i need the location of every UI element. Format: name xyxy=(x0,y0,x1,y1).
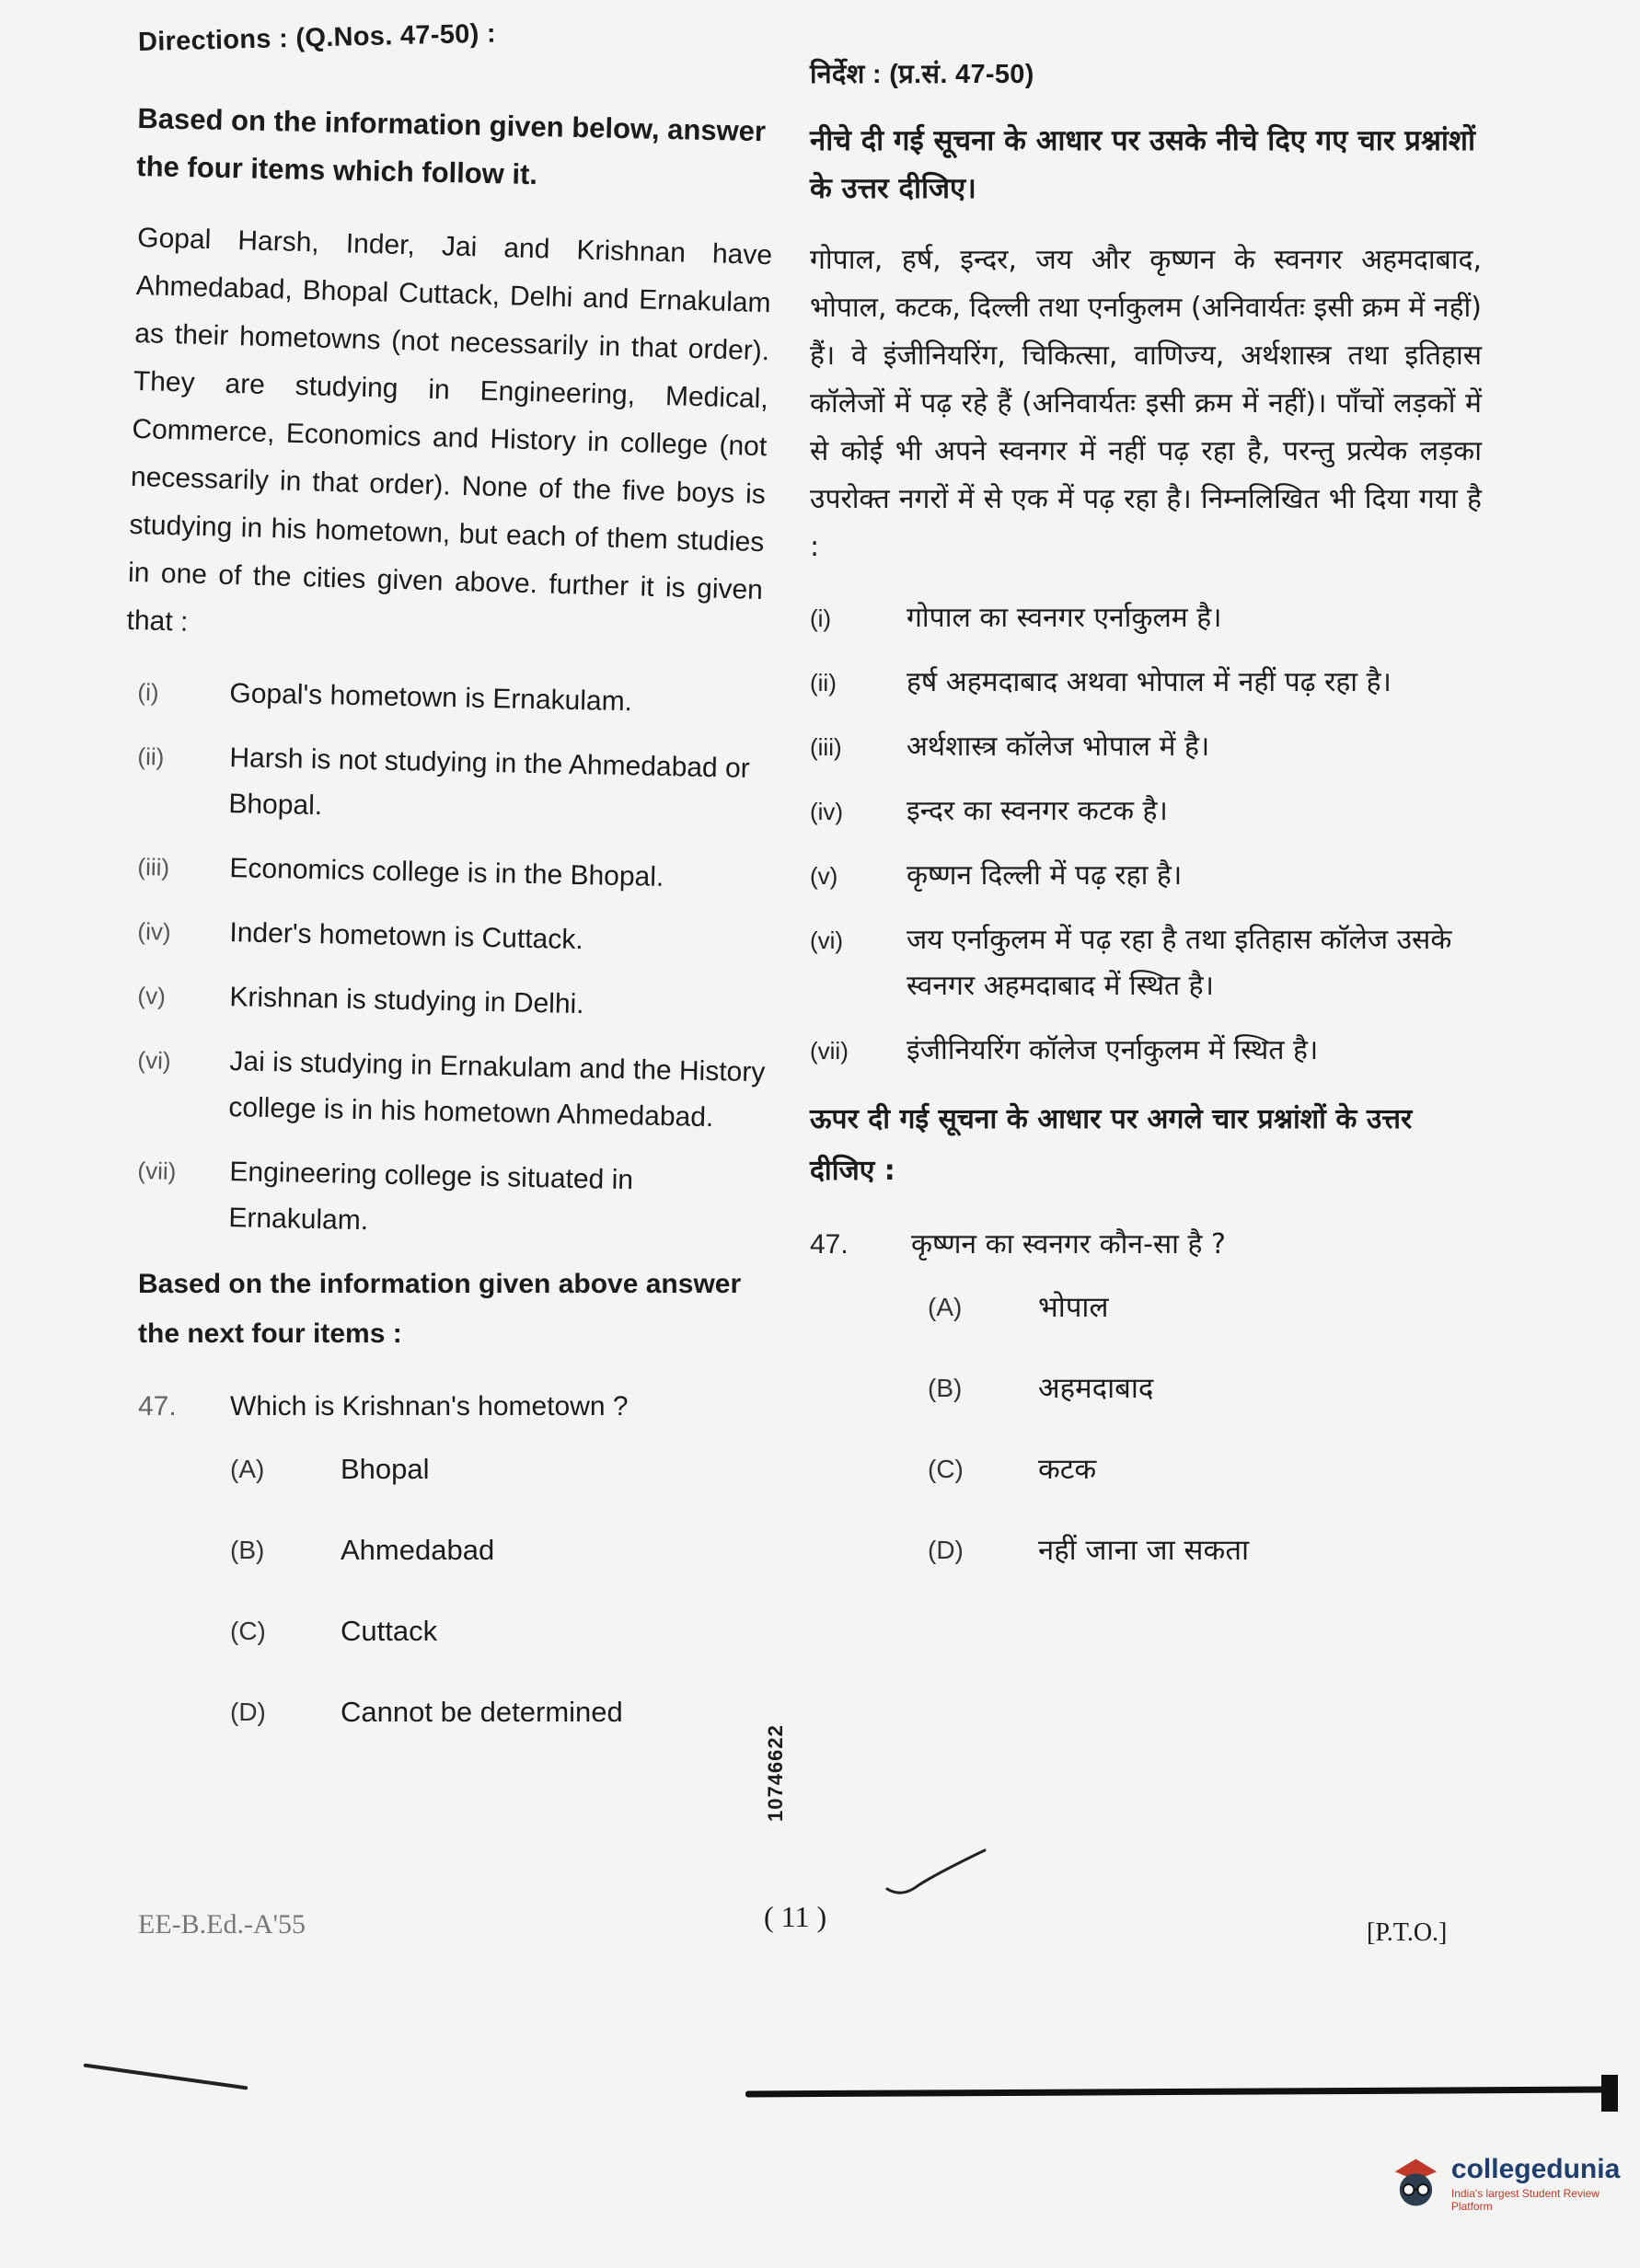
option-d-en[interactable]: (D) Cannot be determined xyxy=(230,1696,623,1728)
conditions-list-en xyxy=(138,669,773,1239)
intro-hi: नीचे दी गई सूचना के आधार पर उसके नीचे दिए गए चार प्रश्नांशों के उत्तर दीजिए। xyxy=(810,124,1476,205)
passage-en: Gopal Harsh, Inder, Jai and Krishnan have Ahmedabad, Bhopal Cuttack, Delhi and Ernakulam as their hometowns (not necessarily in that order). They are studying in Engineering, Medical, Commerce, Economics and History in college (not necessarily in that order). None of the five boys is studying in his hometown, but each of them studies in one of the cities given above. further it is given that : xyxy=(126,222,773,638)
passage-hi: गोपाल, हर्ष, इन्दर, जय और कृष्णन के स्वनगर अहमदाबाद, भोपाल, कटक, दिल्ली तथा एर्नाकुलम (अनिवार्यतः इसी क्रम में नहीं) हैं। वे इंजीनियरिंग, चिकित्सा, वाणिज्य, अर्थशास्त्र तथा इतिहास कॉलेजों में पढ़ रहे हैं (अनिवार्यतः इसी क्रम में नहीं)। पाँचों लड़कों में से कोई भी अपने स्वनगर में नहीं पढ़ रहा है, परन्तु प्रत्येक लड़का उपरोक्त नगरों में से एक में पढ़ रहा है। निम्नलिखित भी दिया गया है : xyxy=(810,244,1482,563)
collegedunia-watermark xyxy=(1390,2153,1640,2214)
brand-text xyxy=(1451,2154,1640,2213)
directions-heading-hi: निर्देश : (प्र.सं. 47-50) xyxy=(810,60,1034,89)
condition-item: (v) Krishnan is studying in Delhi. xyxy=(137,981,584,1020)
condition-item: (vi) Jai is studying in Ernakulam and the History college is in his hometown Ahmedabad. xyxy=(137,1045,766,1134)
lead-en: Based on the information given above answer the next four items : xyxy=(138,1269,742,1349)
condition-item: (iii) Economics college is in the Bhopal. xyxy=(137,852,664,892)
serial-number: 10746622 xyxy=(764,1724,787,1822)
question-text: कृष्णन का स्वनगर कौन-सा है ? xyxy=(911,1228,1226,1261)
condition-item: (i) Gopal's hometown is Ernakulam. xyxy=(137,677,633,718)
pto-label: [P.T.O.] xyxy=(1367,1918,1448,1947)
condition-item: (v) कृष्णन दिल्ली में पढ़ रहा है। xyxy=(810,859,1183,892)
conditions-list-hi xyxy=(810,595,1482,1074)
intro-en: Based on the information given below, answer the four items which follow it. xyxy=(136,101,767,191)
option-a-hi[interactable]: (A) भोपाल xyxy=(928,1291,1109,1324)
question-text: Which is Krishnan's hometown ? xyxy=(230,1391,629,1422)
question-47-hi xyxy=(810,1221,1482,1269)
option-a-en[interactable]: (A) Bhopal xyxy=(230,1453,430,1485)
booklet-code: EE-B.Ed.-A'55 xyxy=(138,1909,306,1940)
page-number: ( 11 ) xyxy=(764,1900,827,1933)
question-number: 47. xyxy=(138,1391,177,1422)
condition-item: (vii) इंजीनियरिंग कॉलेज एर्नाकुलम में स्थित है। xyxy=(810,1034,1319,1066)
question-number: 47. xyxy=(810,1229,849,1260)
option-b-hi[interactable]: (B) अहमदाबाद xyxy=(928,1372,1154,1405)
condition-item: (ii) Harsh is not studying in the Ahmedabad or Bhopal. xyxy=(137,742,751,822)
lead-hi: ऊपर दी गई सूचना के आधार पर अगले चार प्रश्नांशों के उत्तर दीजिए : xyxy=(810,1103,1413,1187)
brand-name: collegedunia xyxy=(1450,2154,1621,2184)
english-column xyxy=(126,18,773,1769)
condition-item: (iii) अर्थशास्त्र कॉलेज भोपाल में है। xyxy=(810,731,1210,763)
brand-tagline: India's largest Student Review Platform xyxy=(1450,2187,1600,2213)
condition-item: (iv) इन्दर का स्वनगर कटक है। xyxy=(810,795,1168,827)
scan-artifact-line xyxy=(745,2087,1611,2098)
condition-item: (vii) Engineering college is situated in Ernakulam. xyxy=(137,1156,634,1237)
condition-item: (ii) हर्ष अहमदाबाद अथवा भोपाल में नहीं पढ़ रहा है। xyxy=(810,666,1392,698)
student-mascot-icon xyxy=(1390,2153,1442,2214)
option-c-en[interactable]: (C) Cuttack xyxy=(230,1615,438,1647)
hindi-column xyxy=(810,55,1482,1607)
option-d-hi[interactable]: (D) नहीं जाना जा सकता xyxy=(928,1534,1250,1567)
directions-heading-en: Directions : (Q.Nos. 47-50) : xyxy=(137,18,497,57)
question-47-en xyxy=(138,1383,773,1431)
answer-tick-mark-icon xyxy=(884,1845,1068,1900)
option-b-en[interactable]: (B) Ahmedabad xyxy=(230,1534,495,1566)
condition-item: (i) गोपाल का स्वनगर एर्नाकुलम है। xyxy=(810,602,1222,634)
serial-number-wrapper xyxy=(764,1724,861,1846)
condition-item: (vi) जय एर्नाकुलम में पढ़ रहा है तथा इतिहास कॉलेज उसके स्वनगर अहमदाबाद में स्थित है। xyxy=(810,924,1452,1002)
condition-item: (iv) Inder's hometown is Cuttack. xyxy=(137,916,583,956)
scan-artifact-line xyxy=(84,2063,248,2090)
option-c-hi[interactable]: (C) कटक xyxy=(928,1453,1097,1486)
scan-artifact-edge xyxy=(1601,2075,1618,2112)
